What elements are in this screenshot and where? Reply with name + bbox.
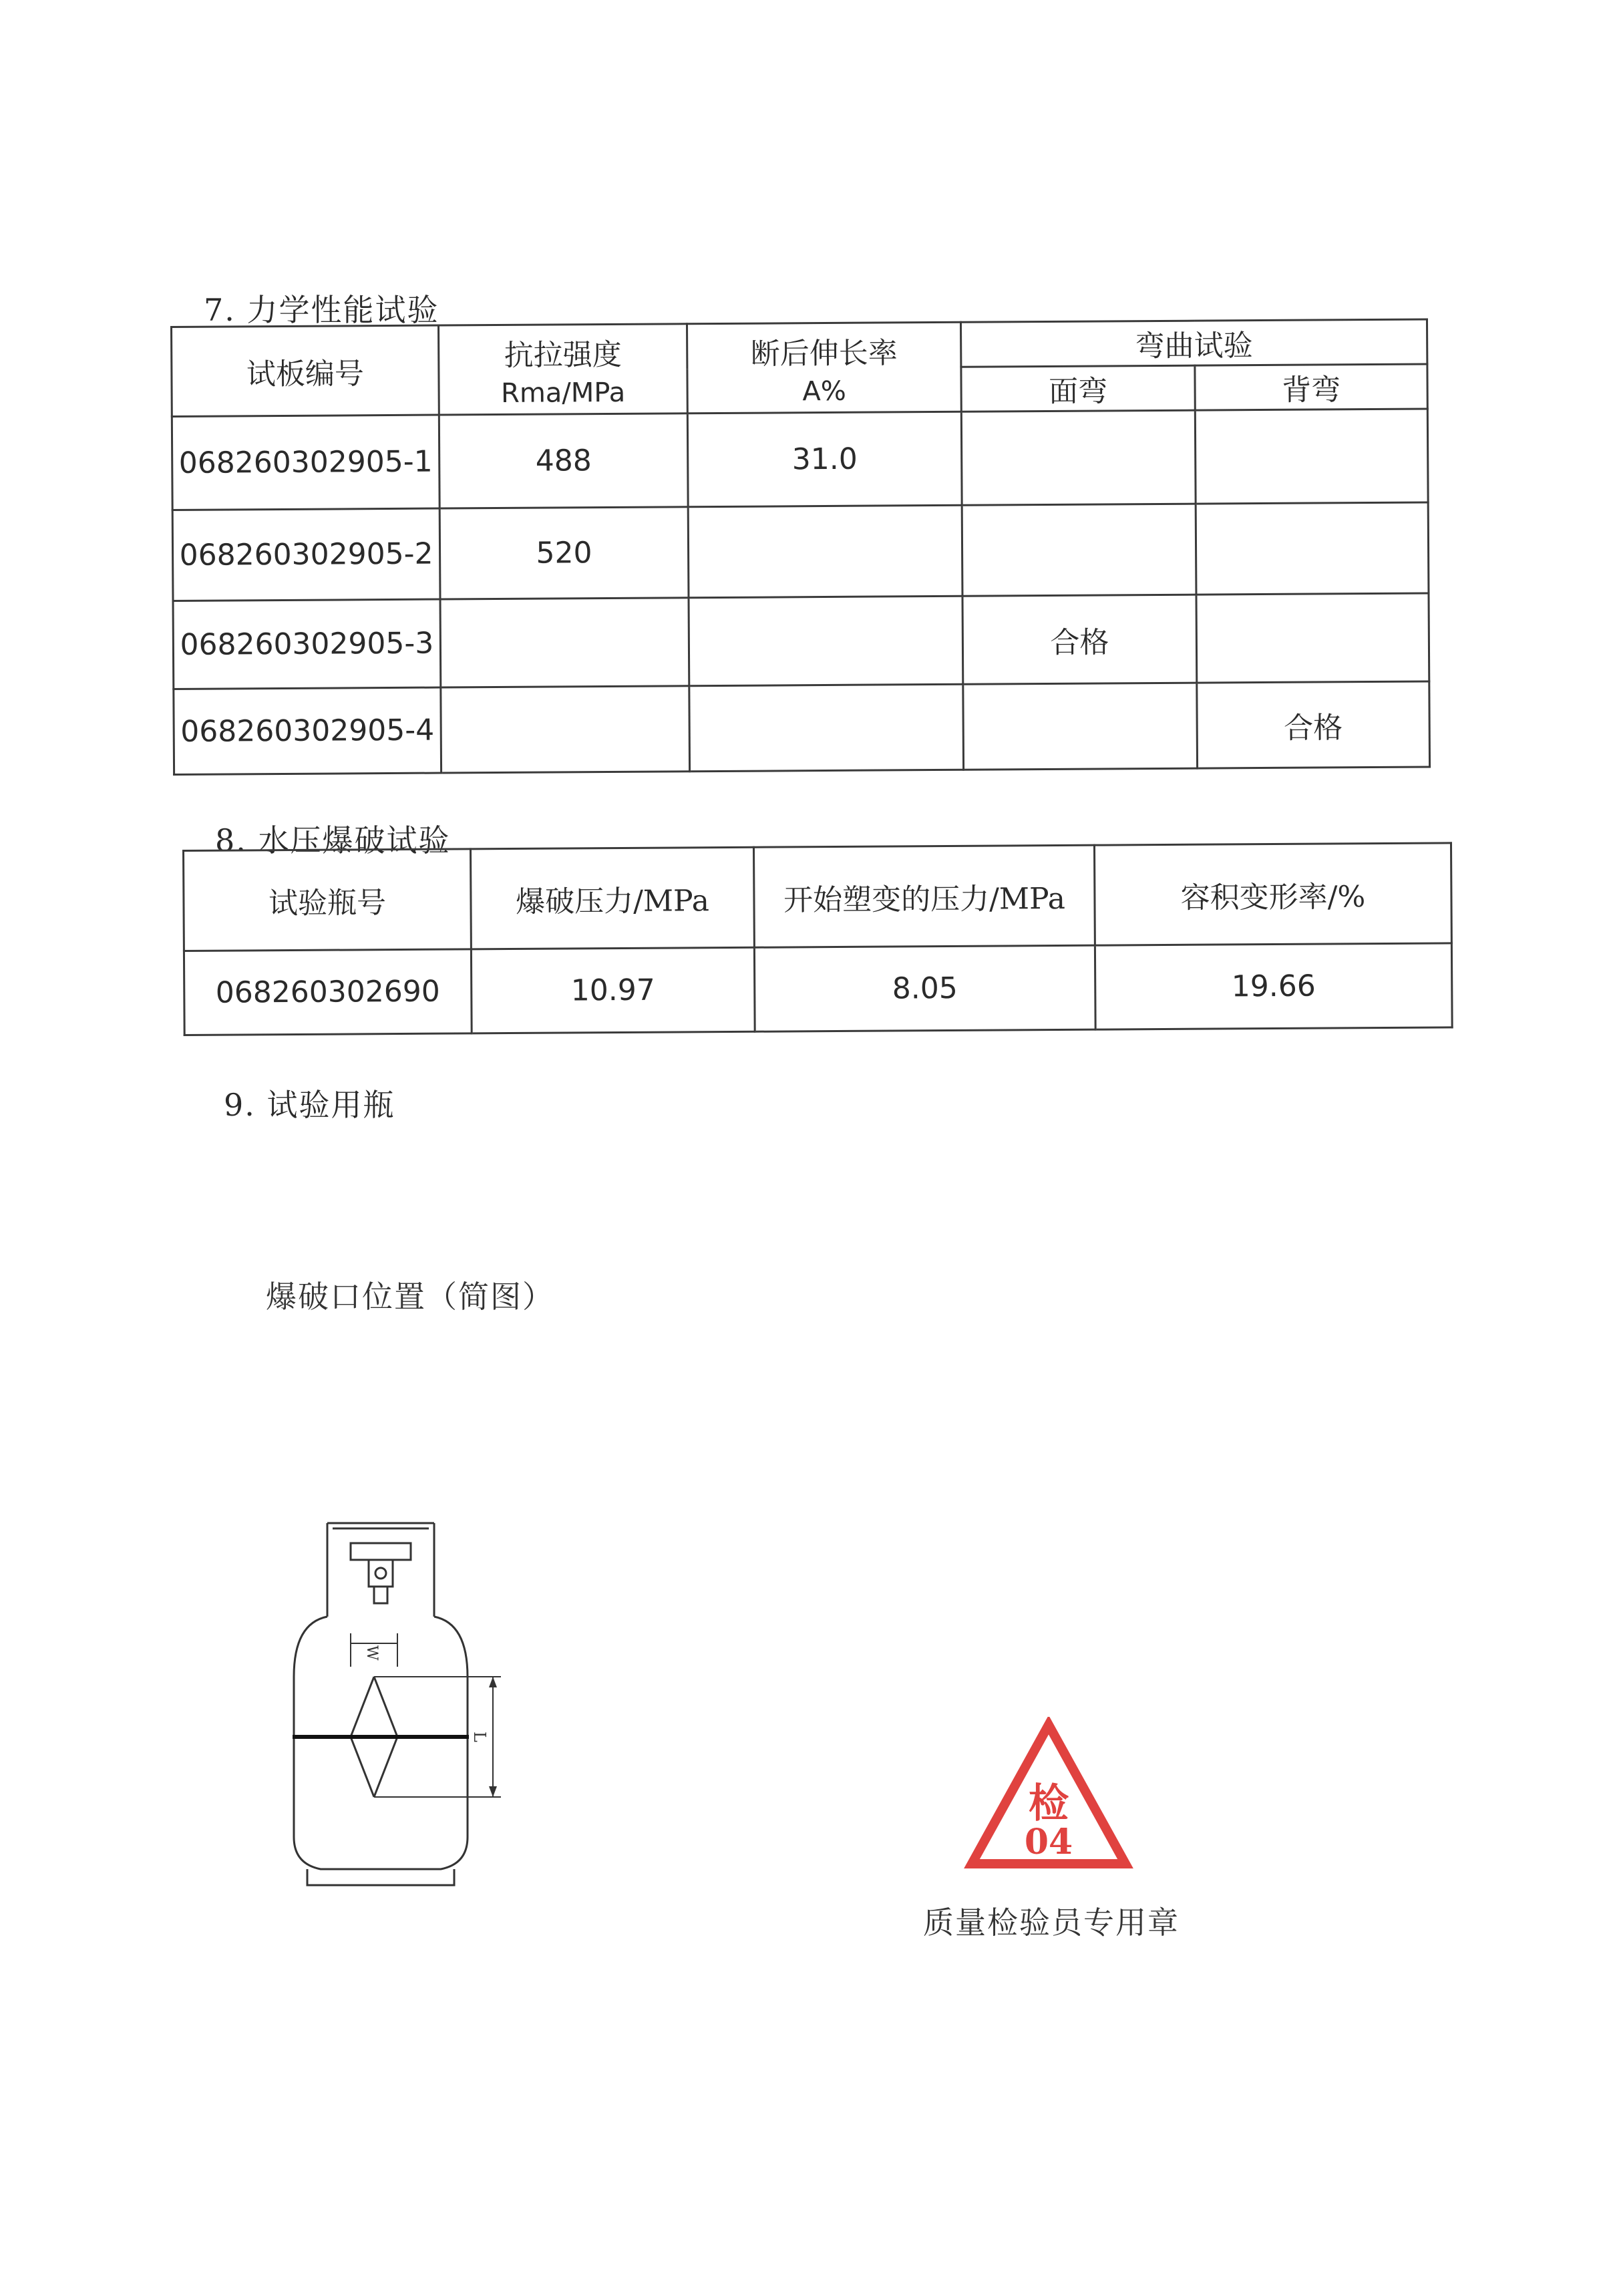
table-row bbox=[184, 943, 1452, 1035]
cell-back-bend: 合格 bbox=[1197, 681, 1430, 768]
header-volume-change: 容积变形率/% bbox=[1094, 843, 1451, 945]
header-bend-test: 弯曲试验 bbox=[960, 319, 1427, 367]
cell-plate-no: 068260302905-3 bbox=[173, 599, 441, 689]
cell-yield-pressure: 8.05 bbox=[754, 945, 1095, 1031]
burst-test-table bbox=[182, 842, 1453, 1036]
header-tensile-label: 抗拉强度 bbox=[504, 337, 622, 373]
header-burst-pressure: 爆破压力/MPa bbox=[471, 847, 755, 949]
cell-elongation bbox=[689, 596, 963, 686]
header-tensile-unit: Rma/MPa bbox=[500, 377, 626, 409]
header-elongation bbox=[687, 322, 961, 414]
cell-face-bend: 合格 bbox=[962, 595, 1197, 684]
table-row bbox=[173, 593, 1429, 689]
stamp-char: 检 bbox=[1029, 1780, 1069, 1827]
cell-plate-no: 068260302905-1 bbox=[172, 415, 439, 510]
header-elongation-label: 断后伸长率 bbox=[750, 335, 898, 371]
header-plate-no: 试板编号 bbox=[172, 325, 439, 416]
section7-title: 7. 力学性能试验 bbox=[204, 292, 439, 328]
cell-tensile: 488 bbox=[439, 414, 688, 508]
cell-bottle-no: 068260302690 bbox=[184, 949, 472, 1035]
cell-back-bend bbox=[1195, 409, 1428, 504]
cell-back-bend bbox=[1196, 593, 1429, 683]
cylinder-diagram bbox=[281, 1516, 561, 1891]
cell-elongation bbox=[689, 684, 964, 772]
header-bottle-no: 试验瓶号 bbox=[184, 849, 472, 951]
header-yield-pressure: 开始塑变的压力/MPa bbox=[753, 845, 1095, 947]
section9-title: 9. 试验用瓶 bbox=[224, 1087, 395, 1123]
cell-tensile bbox=[440, 598, 689, 687]
burst-location-label: 爆破口位置（简图） bbox=[266, 1279, 554, 1315]
stamp-caption: 质量检验员专用章 bbox=[923, 1905, 1180, 1941]
cell-face-bend bbox=[961, 410, 1196, 505]
cell-plate-no: 068260302905-4 bbox=[174, 687, 441, 774]
header-elongation-unit: A% bbox=[802, 375, 846, 407]
mechanical-test-table bbox=[170, 318, 1431, 775]
section8-title: 8. 水压爆破试验 bbox=[215, 822, 451, 858]
cell-face-bend bbox=[963, 683, 1198, 770]
cell-tensile bbox=[441, 686, 690, 773]
table-row bbox=[172, 409, 1428, 510]
table-row bbox=[174, 681, 1430, 774]
header-face-bend: 面弯 bbox=[961, 365, 1195, 412]
cell-plate-no: 068260302905-2 bbox=[172, 508, 440, 601]
header-tensile bbox=[439, 324, 688, 415]
dimension-w-label: W bbox=[363, 1645, 380, 1661]
table-row bbox=[172, 502, 1429, 601]
cell-burst-pressure: 10.97 bbox=[471, 947, 755, 1033]
cell-elongation bbox=[688, 505, 962, 598]
cell-volume-change: 19.66 bbox=[1095, 943, 1452, 1029]
cell-back-bend bbox=[1196, 502, 1429, 595]
cell-elongation: 31.0 bbox=[687, 412, 962, 507]
header-back-bend: 背弯 bbox=[1195, 364, 1427, 410]
cell-face-bend bbox=[962, 504, 1196, 596]
cell-tensile: 520 bbox=[439, 507, 689, 599]
stamp-number: 04 bbox=[1024, 1822, 1073, 1862]
dimension-l-label: L bbox=[470, 1732, 489, 1742]
inspector-stamp bbox=[962, 1717, 1135, 1877]
